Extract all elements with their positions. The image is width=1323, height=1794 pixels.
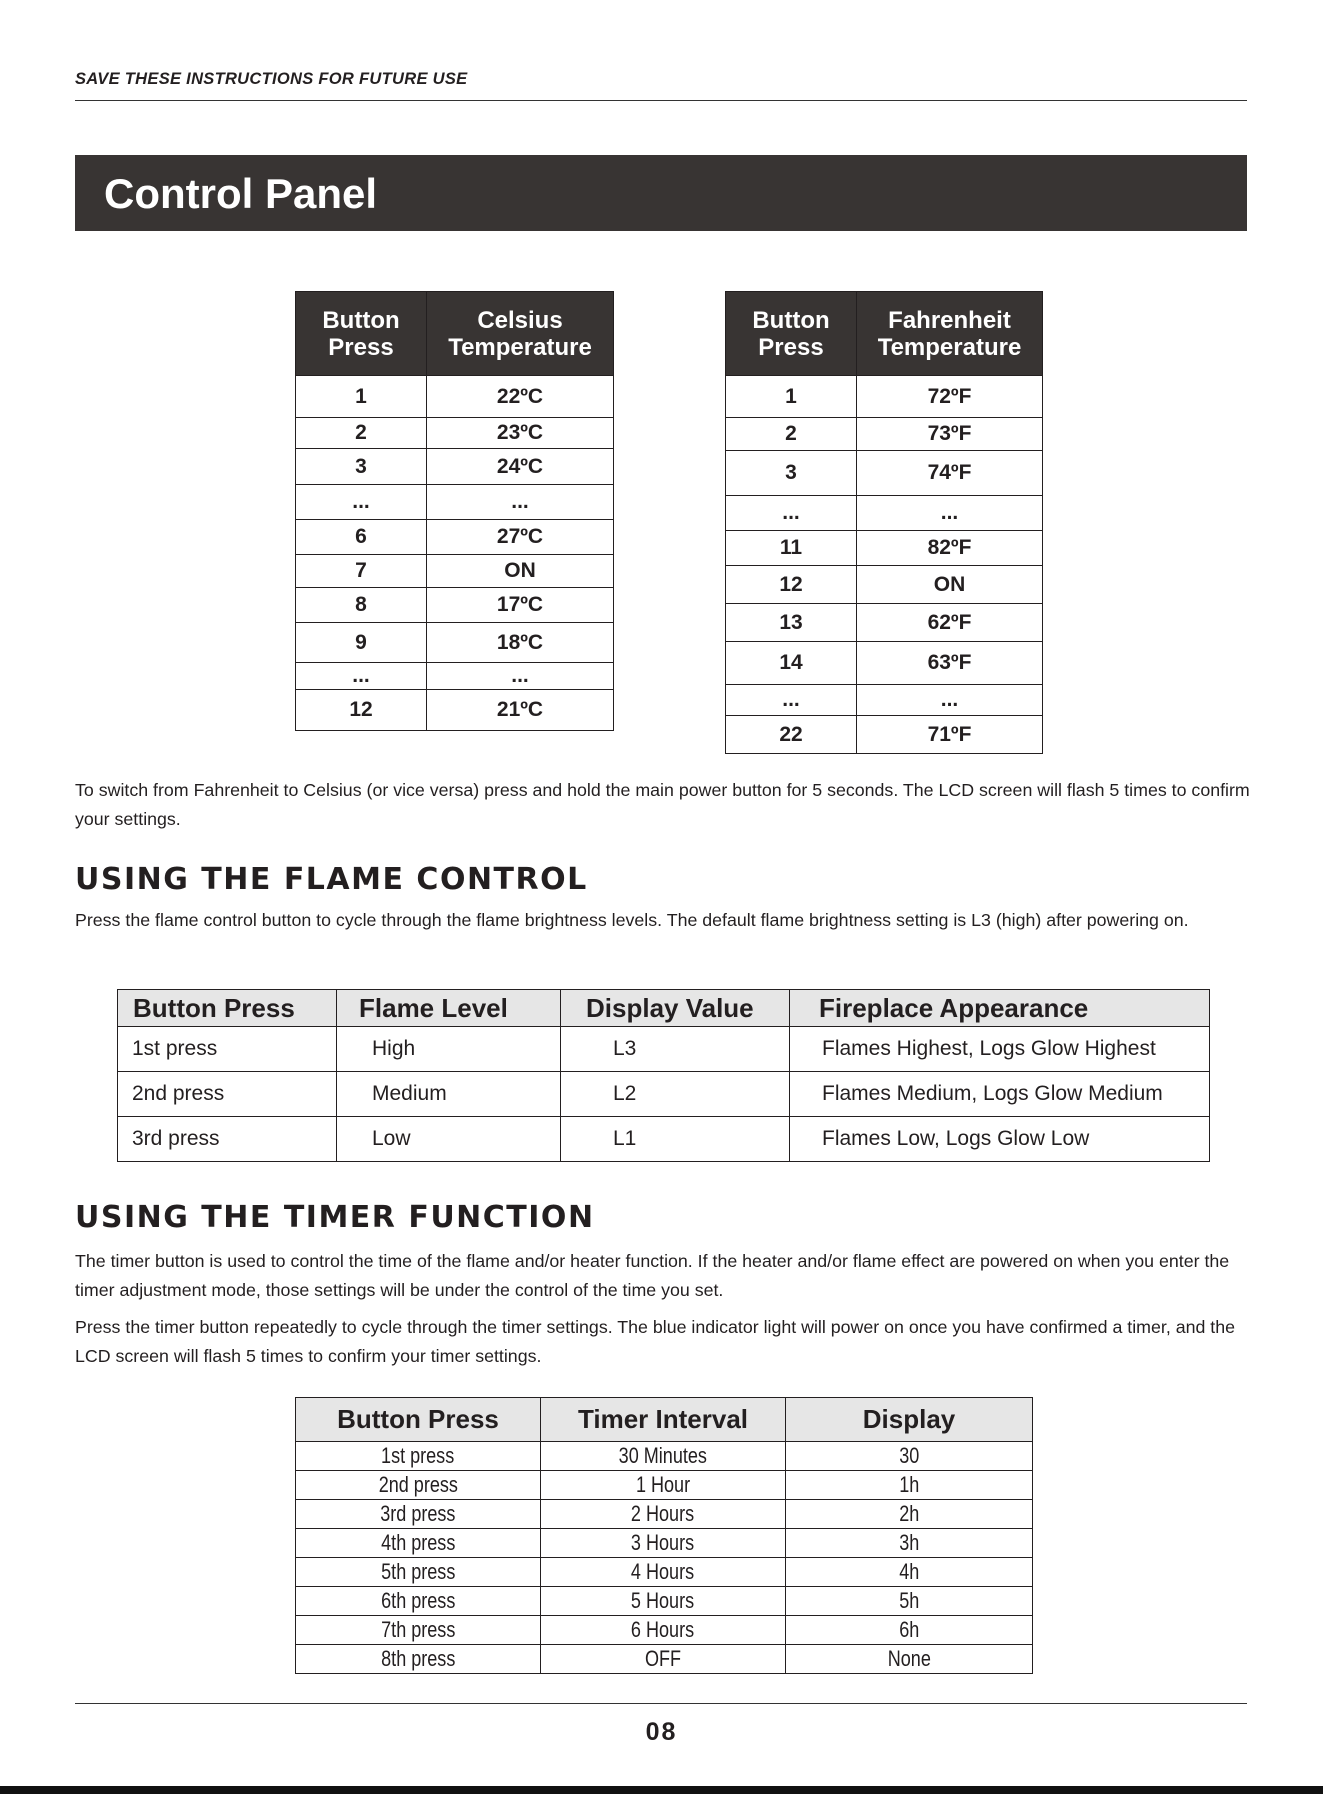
table-row bbox=[726, 531, 1043, 566]
table-row bbox=[726, 418, 1043, 451]
column-header: Celsius Temperature bbox=[427, 292, 614, 376]
table-row bbox=[726, 642, 1043, 685]
table-row bbox=[726, 451, 1043, 496]
table-cell: 4th press bbox=[296, 1529, 541, 1558]
table-row bbox=[296, 376, 614, 418]
column-header: Fahrenheit Temperature bbox=[857, 292, 1043, 376]
table-row bbox=[726, 566, 1043, 604]
column-header: Button Press bbox=[118, 990, 337, 1027]
table-row bbox=[726, 376, 1043, 418]
table-cell: 7th press bbox=[296, 1616, 541, 1645]
table-cell: 63ºF bbox=[857, 642, 1043, 685]
column-header: Display Value bbox=[561, 990, 790, 1027]
table-cell: Flames Medium, Logs Glow Medium bbox=[790, 1072, 1210, 1117]
table-cell: 2 bbox=[726, 418, 857, 451]
table-cell: 3rd press bbox=[296, 1500, 541, 1529]
table-cell: ... bbox=[296, 485, 427, 520]
bottom-edge-bar bbox=[0, 1786, 1323, 1794]
table-cell: 11 bbox=[726, 531, 857, 566]
table-row bbox=[296, 418, 614, 449]
table-cell: 6h bbox=[786, 1616, 1033, 1645]
table-row bbox=[296, 588, 614, 623]
table-cell: 6 bbox=[296, 520, 427, 555]
table-cell: 2nd press bbox=[118, 1072, 337, 1117]
table-cell: 72ºF bbox=[857, 376, 1043, 418]
table-cell: 1st press bbox=[118, 1027, 337, 1072]
table-cell: 3h bbox=[786, 1529, 1033, 1558]
table-row bbox=[296, 485, 614, 520]
table-cell: 18ºC bbox=[427, 623, 614, 663]
table-row bbox=[118, 1027, 1210, 1072]
table-cell: L3 bbox=[561, 1027, 790, 1072]
table-cell: ... bbox=[726, 685, 857, 716]
table-cell: 1h bbox=[786, 1471, 1033, 1500]
table-cell: 2 Hours bbox=[541, 1500, 786, 1529]
table-cell: 30 Minutes bbox=[541, 1442, 786, 1471]
page-header: SAVE THESE INSTRUCTIONS FOR FUTURE USE bbox=[75, 70, 468, 88]
table-cell: 3 bbox=[296, 449, 427, 485]
table-cell: 3 bbox=[726, 451, 857, 496]
table-row bbox=[296, 1587, 1033, 1616]
table-row bbox=[296, 555, 614, 588]
table-cell: Low bbox=[337, 1117, 561, 1162]
table-cell: 2nd press bbox=[296, 1471, 541, 1500]
table-cell: 2 bbox=[296, 418, 427, 449]
table-cell: Flames Highest, Logs Glow Highest bbox=[790, 1027, 1210, 1072]
banner-title: Control Panel bbox=[104, 170, 378, 217]
table-cell: 17ºC bbox=[427, 588, 614, 623]
table-cell: ... bbox=[296, 663, 427, 690]
table-cell: Flames Low, Logs Glow Low bbox=[790, 1117, 1210, 1162]
table-cell: 22 bbox=[726, 716, 857, 754]
table-row bbox=[296, 449, 614, 485]
timer-section-paragraph-2: Press the timer button repeatedly to cycle through the timer settings. The blue indicator light will power on once you have confirmed a timer, and the LCD screen will flash 5 times to confirm your timer settings. bbox=[75, 1317, 1236, 1366]
column-header: Button Press bbox=[296, 1398, 541, 1442]
table-cell: None bbox=[786, 1645, 1033, 1674]
table-cell: 5h bbox=[786, 1587, 1033, 1616]
table-cell: 1 bbox=[726, 376, 857, 418]
table-cell: ... bbox=[427, 663, 614, 690]
table-cell: 7 bbox=[296, 555, 427, 588]
table-cell: 8 bbox=[296, 588, 427, 623]
flame-section-paragraph: Press the flame control button to cycle through the flame brightness levels. The default flame brightness setting is L3 (high) after powering on. bbox=[75, 910, 1189, 930]
table-cell: 6th press bbox=[296, 1587, 541, 1616]
table-row bbox=[726, 685, 1043, 716]
table-row bbox=[296, 1471, 1033, 1500]
table-cell: 4h bbox=[786, 1558, 1033, 1587]
table-cell: OFF bbox=[541, 1645, 786, 1674]
column-header: Flame Level bbox=[337, 990, 561, 1027]
table-cell: 1 Hour bbox=[541, 1471, 786, 1500]
flame-table bbox=[117, 989, 1210, 1162]
table-row bbox=[118, 1117, 1210, 1162]
table-cell: Medium bbox=[337, 1072, 561, 1117]
page-number: 08 bbox=[645, 1718, 678, 1746]
table-cell: High bbox=[337, 1027, 561, 1072]
table-row bbox=[296, 1529, 1033, 1558]
table-header-row bbox=[296, 292, 614, 376]
header-divider bbox=[75, 100, 1247, 101]
table-cell: 73ºF bbox=[857, 418, 1043, 451]
table-cell: 12 bbox=[296, 690, 427, 731]
table-cell: 62ºF bbox=[857, 604, 1043, 642]
timer-section-paragraph-1: The timer button is used to control the time of the flame and/or heater function. If the heater and/or flame effect are powered on when you enter the timer adjustment mode, those settings will be under the control of the time you set. bbox=[75, 1251, 1230, 1300]
table-cell: 3 Hours bbox=[541, 1529, 786, 1558]
timer-table bbox=[295, 1397, 1033, 1674]
unit-switch-note: To switch from Fahrenheit to Celsius (or vice versa) press and hold the main power button for 5 seconds. The LCD screen will flash 5 times to confirm your settings. bbox=[75, 780, 1250, 829]
table-cell: 5 Hours bbox=[541, 1587, 786, 1616]
table-cell: ... bbox=[427, 485, 614, 520]
table-cell: 3rd press bbox=[118, 1117, 337, 1162]
table-header-row bbox=[296, 1398, 1033, 1442]
table-cell: 5th press bbox=[296, 1558, 541, 1587]
table-row bbox=[726, 496, 1043, 531]
table-cell: ON bbox=[857, 566, 1043, 604]
table-cell: 1st press bbox=[296, 1442, 541, 1471]
celsius-table bbox=[295, 291, 614, 731]
table-cell: 21ºC bbox=[427, 690, 614, 731]
table-header-row bbox=[118, 990, 1210, 1027]
table-row bbox=[296, 690, 614, 731]
table-cell: 12 bbox=[726, 566, 857, 604]
section-banner bbox=[75, 155, 1247, 231]
table-row bbox=[296, 1500, 1033, 1529]
table-cell: 1 bbox=[296, 376, 427, 418]
column-header: Button Press bbox=[726, 292, 857, 376]
table-row bbox=[296, 1442, 1033, 1471]
table-row bbox=[296, 623, 614, 663]
table-row bbox=[118, 1072, 1210, 1117]
table-cell: L2 bbox=[561, 1072, 790, 1117]
table-cell: 24ºC bbox=[427, 449, 614, 485]
table-cell: 71ºF bbox=[857, 716, 1043, 754]
table-cell: 22ºC bbox=[427, 376, 614, 418]
table-row bbox=[296, 520, 614, 555]
table-cell: 23ºC bbox=[427, 418, 614, 449]
table-cell: 14 bbox=[726, 642, 857, 685]
table-row bbox=[296, 1616, 1033, 1645]
table-row bbox=[296, 663, 614, 690]
timer-section-heading: USING THE TIMER FUNCTION bbox=[75, 1200, 595, 1235]
table-row bbox=[726, 716, 1043, 754]
table-cell: 30 bbox=[786, 1442, 1033, 1471]
table-cell: 27ºC bbox=[427, 520, 614, 555]
fahrenheit-table bbox=[725, 291, 1043, 754]
table-cell: 8th press bbox=[296, 1645, 541, 1674]
column-header: Display bbox=[786, 1398, 1033, 1442]
table-cell: 13 bbox=[726, 604, 857, 642]
table-cell: 6 Hours bbox=[541, 1616, 786, 1645]
table-cell: ... bbox=[726, 496, 857, 531]
table-cell: 2h bbox=[786, 1500, 1033, 1529]
footer-divider bbox=[75, 1703, 1247, 1704]
table-cell: 74ºF bbox=[857, 451, 1043, 496]
table-cell: ... bbox=[857, 496, 1043, 531]
table-cell: 82ºF bbox=[857, 531, 1043, 566]
table-row bbox=[296, 1645, 1033, 1674]
column-header: Button Press bbox=[296, 292, 427, 376]
table-cell: 9 bbox=[296, 623, 427, 663]
table-cell: ... bbox=[857, 685, 1043, 716]
table-cell: L1 bbox=[561, 1117, 790, 1162]
table-row bbox=[726, 604, 1043, 642]
table-cell: ON bbox=[427, 555, 614, 588]
column-header: Timer Interval bbox=[541, 1398, 786, 1442]
flame-section-heading: USING THE FLAME CONTROL bbox=[75, 862, 588, 897]
table-cell: 4 Hours bbox=[541, 1558, 786, 1587]
column-header: Fireplace Appearance bbox=[790, 990, 1210, 1027]
table-header-row bbox=[726, 292, 1043, 376]
table-row bbox=[296, 1558, 1033, 1587]
